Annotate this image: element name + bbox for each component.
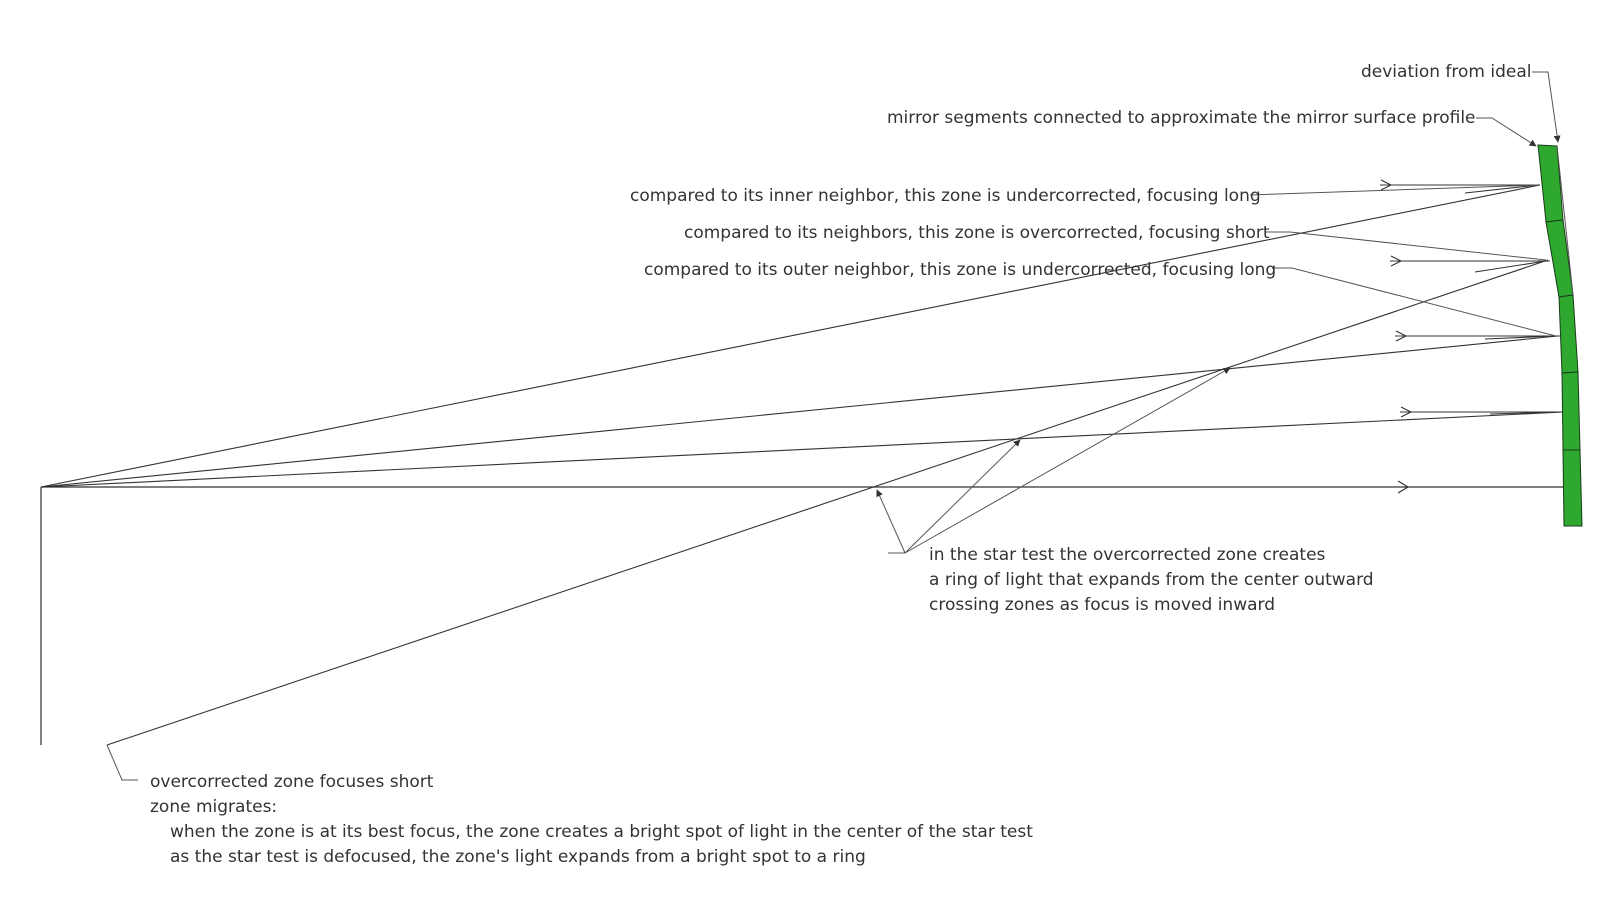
label-inner-neighbor: compared to its inner neighbor, this zone is undercorrected, focusing long <box>630 186 1261 206</box>
label-star-test-2: a ring of light that expands from the center outward <box>929 570 1374 590</box>
overcorrected-leader <box>107 745 138 780</box>
label-segments: mirror segments connected to approximate the mirror surface profile <box>887 108 1476 128</box>
label-neighbors: compared to its neighbors, this zone is overcorrected, focusing short <box>684 223 1270 243</box>
leader-neighbors <box>1265 232 1546 260</box>
star-test-leaders <box>877 368 1230 553</box>
leader-segments <box>1476 118 1536 146</box>
label-deviation: deviation from ideal <box>1361 62 1532 82</box>
incoming-rays <box>1380 180 1563 417</box>
mirror-segment-3 <box>1559 295 1578 373</box>
ray-zone-3 <box>41 336 1558 487</box>
leader-deviation <box>1532 72 1558 142</box>
mirror-segment-1 <box>1538 145 1563 222</box>
ray-zone-4 <box>41 412 1563 487</box>
label-overcorrected-4: as the star test is defocused, the zone's light expands from a bright spot to a ring <box>170 847 866 867</box>
leader-outer <box>1272 268 1556 336</box>
mirror-segment-4 <box>1562 372 1580 450</box>
label-star-test-3: crossing zones as focus is moved inward <box>929 595 1275 615</box>
label-star-test-1: in the star test the overcorrected zone creates <box>929 545 1326 565</box>
label-overcorrected-3: when the zone is at its best focus, the zone creates a bright spot of light in the center of the star test <box>170 822 1033 842</box>
mirror-segment-5 <box>1563 450 1582 526</box>
label-overcorrected-2: zone migrates: <box>150 797 278 817</box>
ray-zone-2 <box>107 260 1548 745</box>
label-outer-neighbor: compared to its outer neighbor, this zone is undercorrected, focusing long <box>644 260 1277 280</box>
label-overcorrected-1: overcorrected zone focuses short <box>150 772 434 792</box>
